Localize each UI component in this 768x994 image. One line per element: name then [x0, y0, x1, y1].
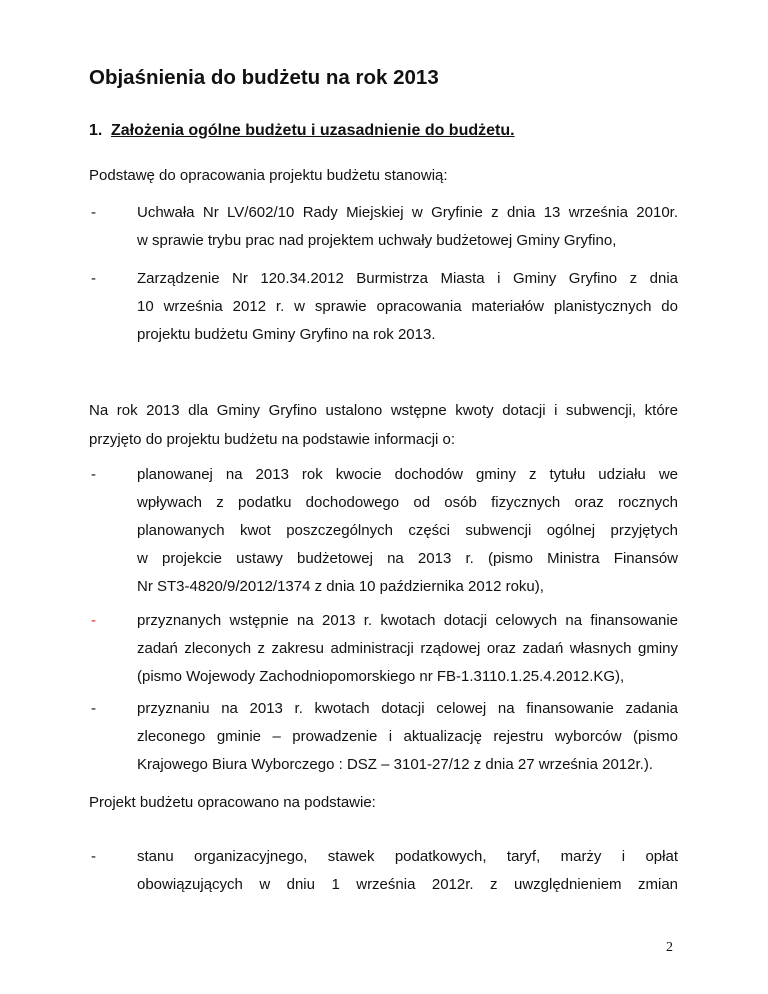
bullet-dash: -	[91, 612, 96, 629]
list-item-line: Nr ST3-4820/9/2012/1374 z dnia 10 października 2012 roku),	[137, 578, 544, 595]
intro-text: Podstawę do opracowania projektu budżetu stanowią:	[89, 167, 448, 184]
list-item-line: obowiązujących w dniu 1 września 2012r. z uwzględnieniem zmian	[137, 876, 678, 893]
list-item-line: wpływach z podatku dochodowego od osób fizycznych oraz rocznych	[137, 494, 678, 511]
page-number: 2	[666, 940, 673, 955]
list-item-line: planowanych kwot poszczególnych części subwencji ogólnej przyjętych	[137, 522, 678, 539]
section-number: 1.	[89, 122, 103, 139]
bullet-dash: -	[91, 270, 96, 287]
bullet-dash: -	[91, 700, 96, 717]
list-item-line: zadań zleconych z zakresu administracji rządowej oraz zadań własnych gminy	[137, 640, 678, 657]
list-item-line: przyznaniu na 2013 r. kwotach dotacji celowej na finansowanie zadania	[137, 700, 678, 717]
paragraph-2-line: Na rok 2013 dla Gminy Gryfino ustalono wstępne kwoty dotacji i subwencji, które	[89, 402, 678, 419]
list-item-line: Uchwała Nr LV/602/10 Rady Miejskiej w Gryfinie z dnia 13 września 2010r.	[137, 204, 678, 221]
bullet-dash: -	[91, 848, 96, 865]
section-heading	[89, 122, 515, 140]
list-item-line: przyznanych wstępnie na 2013 r. kwotach dotacji celowych na finansowanie	[137, 612, 678, 629]
bullet-dash: -	[91, 204, 96, 221]
paragraph-2-line: przyjęto do projektu budżetu na podstawie informacji o:	[89, 431, 456, 448]
list-item-line: Krajowego Biura Wyborczego : DSZ – 3101-27/12 z dnia 27 września 2012r.).	[137, 756, 653, 773]
list-item-line: w sprawie trybu prac nad projektem uchwały budżetowej Gminy Gryfino,	[137, 232, 617, 249]
paragraph-3: Projekt budżetu opracowano na podstawie:	[89, 794, 376, 811]
list-item-line: 10 września 2012 r. w sprawie opracowania materiałów planistycznych do	[137, 298, 678, 315]
list-item-line: stanu organizacyjnego, stawek podatkowych, taryf, marży i opłat	[137, 848, 678, 865]
list-item-line: projektu budżetu Gminy Gryfino na rok 2013.	[137, 326, 436, 343]
bullet-dash: -	[91, 466, 96, 483]
document-title: Objaśnienia do budżetu na rok 2013	[89, 66, 439, 89]
section-title: Założenia ogólne budżetu i uzasadnienie do budżetu.	[111, 122, 515, 139]
list-item-line: w projekcie ustawy budżetowej na 2013 r. (pismo Ministra Finansów	[137, 550, 678, 567]
list-item-line: Zarządzenie Nr 120.34.2012 Burmistrza Miasta i Gminy Gryfino z dnia	[137, 270, 678, 287]
list-item-line: zleconego gminie – prowadzenie i aktualizację rejestru wyborców (pismo	[137, 728, 678, 745]
list-item-line: planowanej na 2013 rok kwocie dochodów gminy z tytułu udziału we	[137, 466, 678, 483]
list-item-line: (pismo Wojewody Zachodniopomorskiego nr FB-1.3110.1.25.4.2012.KG),	[137, 668, 625, 685]
